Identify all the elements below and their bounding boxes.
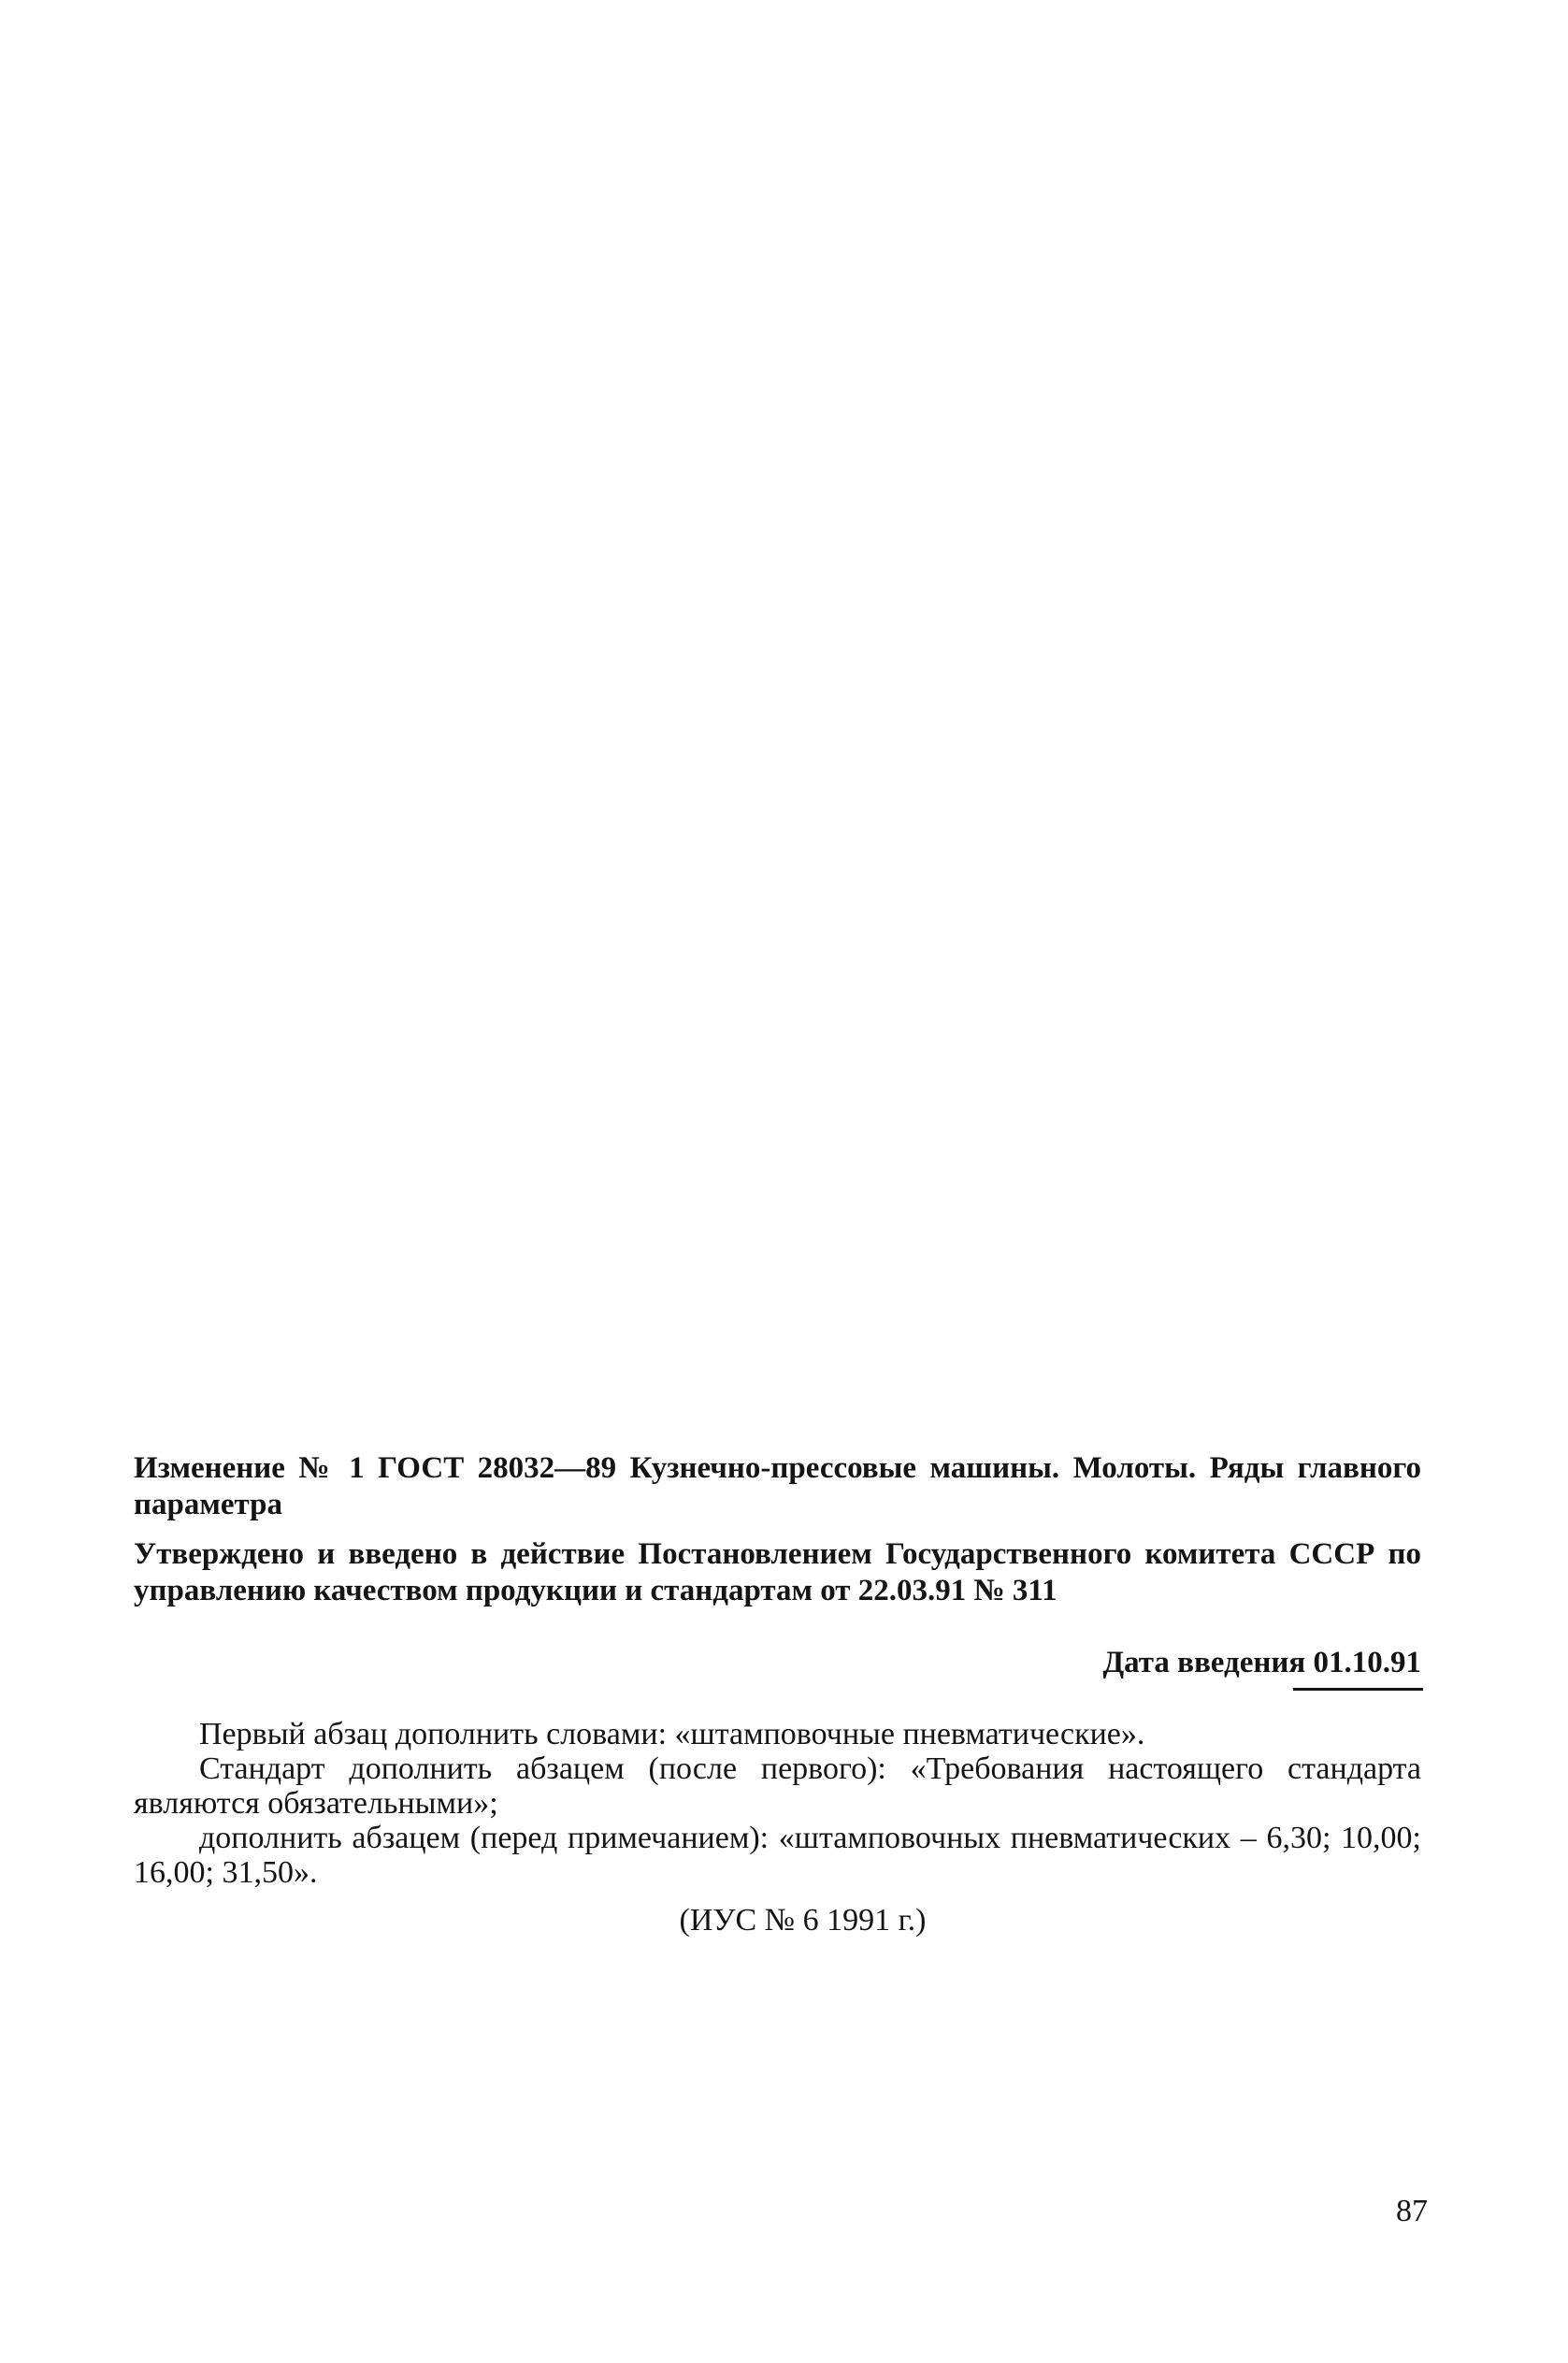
approval-block xyxy=(134,1536,1421,1609)
date-underline xyxy=(1293,1688,1424,1691)
effective-date-value: 01.10.91 xyxy=(1313,1646,1421,1679)
effective-date-value-wrap xyxy=(1314,1645,1422,1681)
page-number: 87 xyxy=(1396,2194,1428,2228)
effective-date-label: Дата введения xyxy=(1102,1646,1306,1679)
source-note: (ИУС № 6 1991 г.) xyxy=(679,1903,927,1938)
effective-date xyxy=(1102,1645,1421,1681)
body-paragraph-3: дополнить абзацем (перед примечанием): «штамповочных пневматических – 6,30; 10,00; 16,00; 31,50». xyxy=(134,1821,1421,1890)
approval-statement: Утверждено и введено в действие Постановлением Государственного комитета СССР по управлению качеством продукции и стандартам от 22.03.91 № 311 xyxy=(134,1537,1421,1607)
body-paragraph-2: Стандарт дополнить абзацем (после первого): «Требования настоящего стандарта являются обязательными»; xyxy=(134,1751,1421,1821)
change-title-block xyxy=(134,1450,1421,1523)
body-text-block xyxy=(134,1717,1421,1890)
change-title: Изменение № 1 ГОСТ 28032—89 Кузнечно-прессовые машины. Молоты. Ряды главного параметра xyxy=(134,1451,1421,1521)
body-paragraph-1: Первый абзац дополнить словами: «штамповочные пневматические». xyxy=(199,1717,1145,1751)
